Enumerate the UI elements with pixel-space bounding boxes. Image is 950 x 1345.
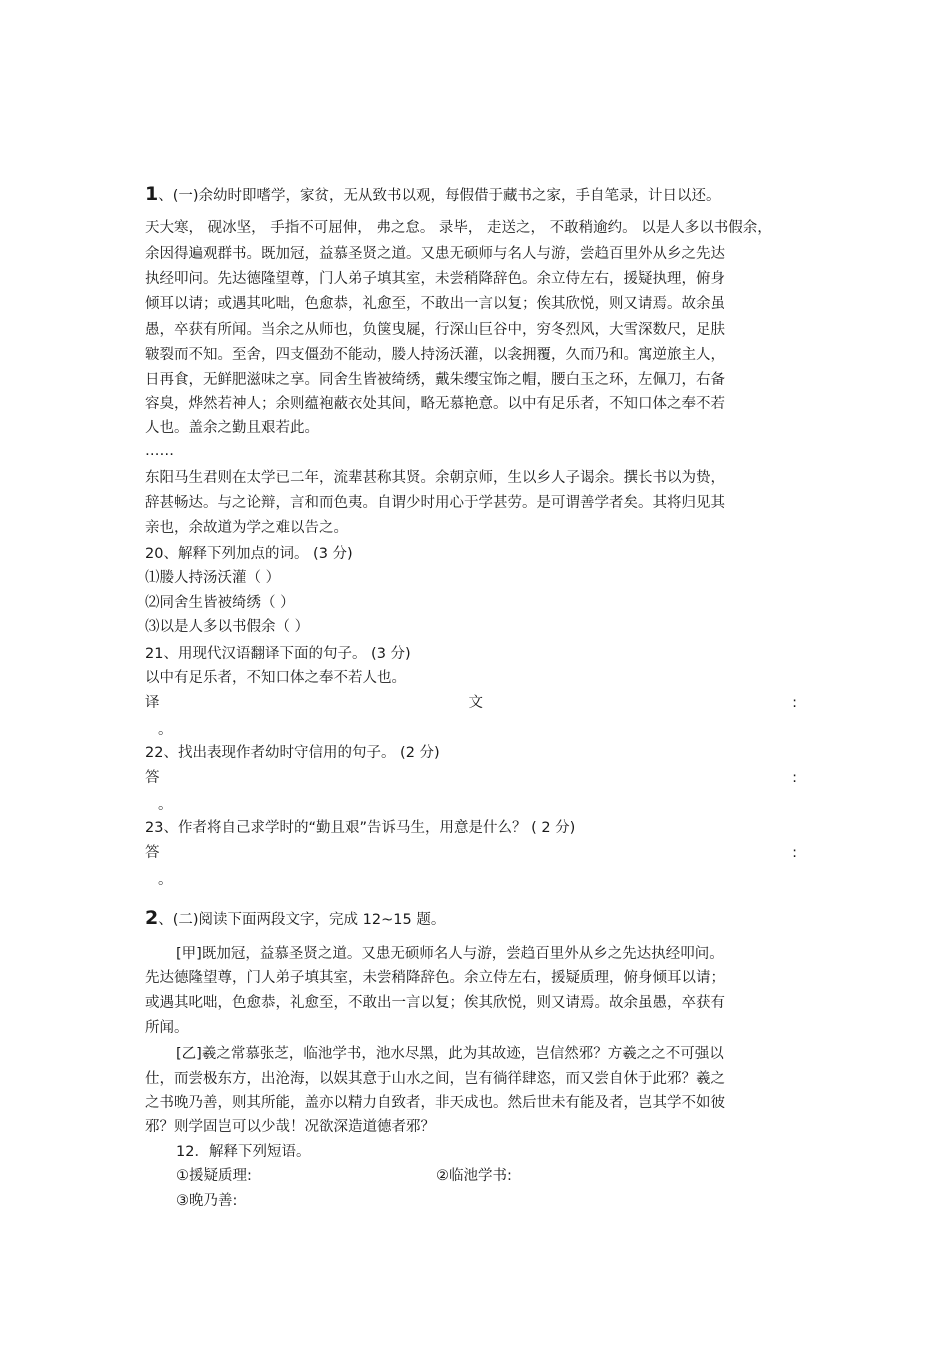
question-12-item: ③晚乃善: [176, 1193, 238, 1209]
passage-line: 余因得遍观群书。既加冠，益慕圣贤之道。又患无硕师与名人与游，尝趋百里外从乡之先达 [145, 246, 725, 262]
passage-line: 人也。盖余之勤且艰若此。 [145, 420, 319, 436]
passage-jia-line: 所闻。 [145, 1020, 189, 1036]
passage-jia-line: [甲]既加冠，益慕圣贤之道。又患无硕师名人与游，尝趋百里外从乡之先达执经叩问。 [176, 946, 724, 962]
question-12-prompt: 12．解释下列短语。 [176, 1144, 311, 1160]
answer-period: 。 [158, 797, 173, 813]
passage-line: 东阳马生君则在太学已二年，流辈甚称其贤。余朝京师，生以乡人子谒余。撰长书以为贽， [145, 470, 725, 486]
answer-label: 文 [468, 695, 484, 711]
passage-jia-line: 或遇其叱咄，色愈恭，礼愈至，不敢出一言以复；俟其欣悦，则又请焉。故余虽愚，卒获有 [145, 995, 725, 1011]
answer-label: 答 [145, 770, 160, 786]
question-1-number: 1 [145, 183, 159, 205]
passage-line: 皲裂而不知。至舍，四支僵劲不能动，媵人持汤沃灌，以衾拥覆，久而乃和。寓逆旅主人， [145, 347, 725, 363]
question-1-heading [145, 184, 721, 206]
question-21-answer-line [145, 693, 797, 713]
passage-line: 亲也，余故道为学之难以告之。 [145, 520, 348, 536]
question-12-item: ①援疑质理: [176, 1168, 252, 1184]
question-20-item: ⑵同舍生皆被绮绣（ ） [145, 595, 295, 611]
question-23-prompt: 23、作者将自己求学时的“勤且艰”告诉马生，用意是什么？ ( 2 分) [145, 820, 576, 836]
question-20-prompt: 20、解释下列加点的词。 (3 分) [145, 546, 353, 562]
question-2-number: 2 [145, 907, 159, 929]
answer-colon: : [792, 695, 797, 711]
question-21-prompt: 21、用现代汉语翻译下面的句子。 (3 分) [145, 646, 411, 662]
answer-label: 译 [145, 695, 160, 711]
question-2-intro: 、(二)阅读下面两段文字，完成 12~15 题。 [158, 912, 446, 928]
passage-line: 容臭，烨然若神人；余则蕴袍蔽衣处其间，略无慕艳意。以中有足乐者，不知口体之奉不若 [145, 396, 725, 412]
answer-colon: : [792, 770, 797, 786]
passage-line: 执经叩问。先达德隆望尊，门人弟子填其室，未尝稍降辞色。余立侍左右，援疑执理，俯身 [145, 271, 725, 287]
passage-line: 愚，卒获有所闻。当余之从师也，负箧曳屣，行深山巨谷中，穷冬烈风，大雪深数尺，足肤 [145, 322, 725, 338]
passage-yi-line: [乙]羲之常慕张芝，临池学书，池水尽黑，此为其故迹，岂信然邪？方羲之之不可强以 [176, 1046, 724, 1062]
passage-line: 倾耳以请；或遇其叱咄，色愈恭，礼愈至，不敢出一言以复；俟其欣悦，则又请焉。故余虽 [145, 296, 725, 312]
passage-yi-line: 仕，而尝极东方，出沧海，以娱其意于山水之间，岂有徜徉肆恣，而又尝自休于此邪？羲之 [145, 1071, 725, 1087]
question-22-prompt: 22、找出表现作者幼时守信用的句子。 (2 分) [145, 745, 440, 761]
answer-label: 答 [145, 845, 160, 861]
answer-period: 。 [158, 722, 173, 738]
question-20-item: ⑴媵人持汤沃灌（ ） [145, 570, 281, 586]
question-1-intro: 、(一)余幼时即嗜学，家贫，无从致书以观，每假借于藏书之家，手自笔录，计日以还。 [158, 188, 721, 204]
passage-jia-line: 先达德隆望尊，门人弟子填其室，未尝稍降辞色。余立侍左右，援疑质理，俯身倾耳以请； [145, 970, 725, 986]
question-22-answer-line [145, 768, 797, 788]
ellipsis: …… [145, 443, 174, 459]
question-12-item: ②临池学书: [436, 1168, 512, 1184]
question-21-sentence: 以中有足乐者，不知口体之奉不若人也。 [145, 670, 406, 686]
question-23-answer-line [145, 843, 797, 863]
passage-line: 日再食，无鲜肥滋味之享。同舍生皆被绮绣，戴朱缨宝饰之帽，腰白玉之环，左佩刀，右备 [145, 372, 725, 388]
answer-colon: : [792, 845, 797, 861]
answer-period: 。 [158, 872, 173, 888]
question-20-item: ⑶以是人多以书假余（ ） [145, 619, 310, 635]
question-2-heading [145, 908, 445, 930]
passage-line: 辞甚畅达。与之论辩，言和而色夷。自谓少时用心于学甚劳。是可谓善学者矣。其将归见其 [145, 495, 725, 511]
passage-line: 天大寒， 砚冰坚， 手指不可屈伸， 弗之怠。 录毕， 走送之， 不敢稍逾约。 以是人多以书假余， [145, 220, 772, 236]
passage-yi-line: 邪？则学固岂可以少哉！况欲深造道德者邪？ [145, 1119, 435, 1135]
passage-yi-line: 之书晚乃善，则其所能，盖亦以精力自致者，非天成也。然后世未有能及者，岂其学不如彼 [145, 1095, 725, 1111]
